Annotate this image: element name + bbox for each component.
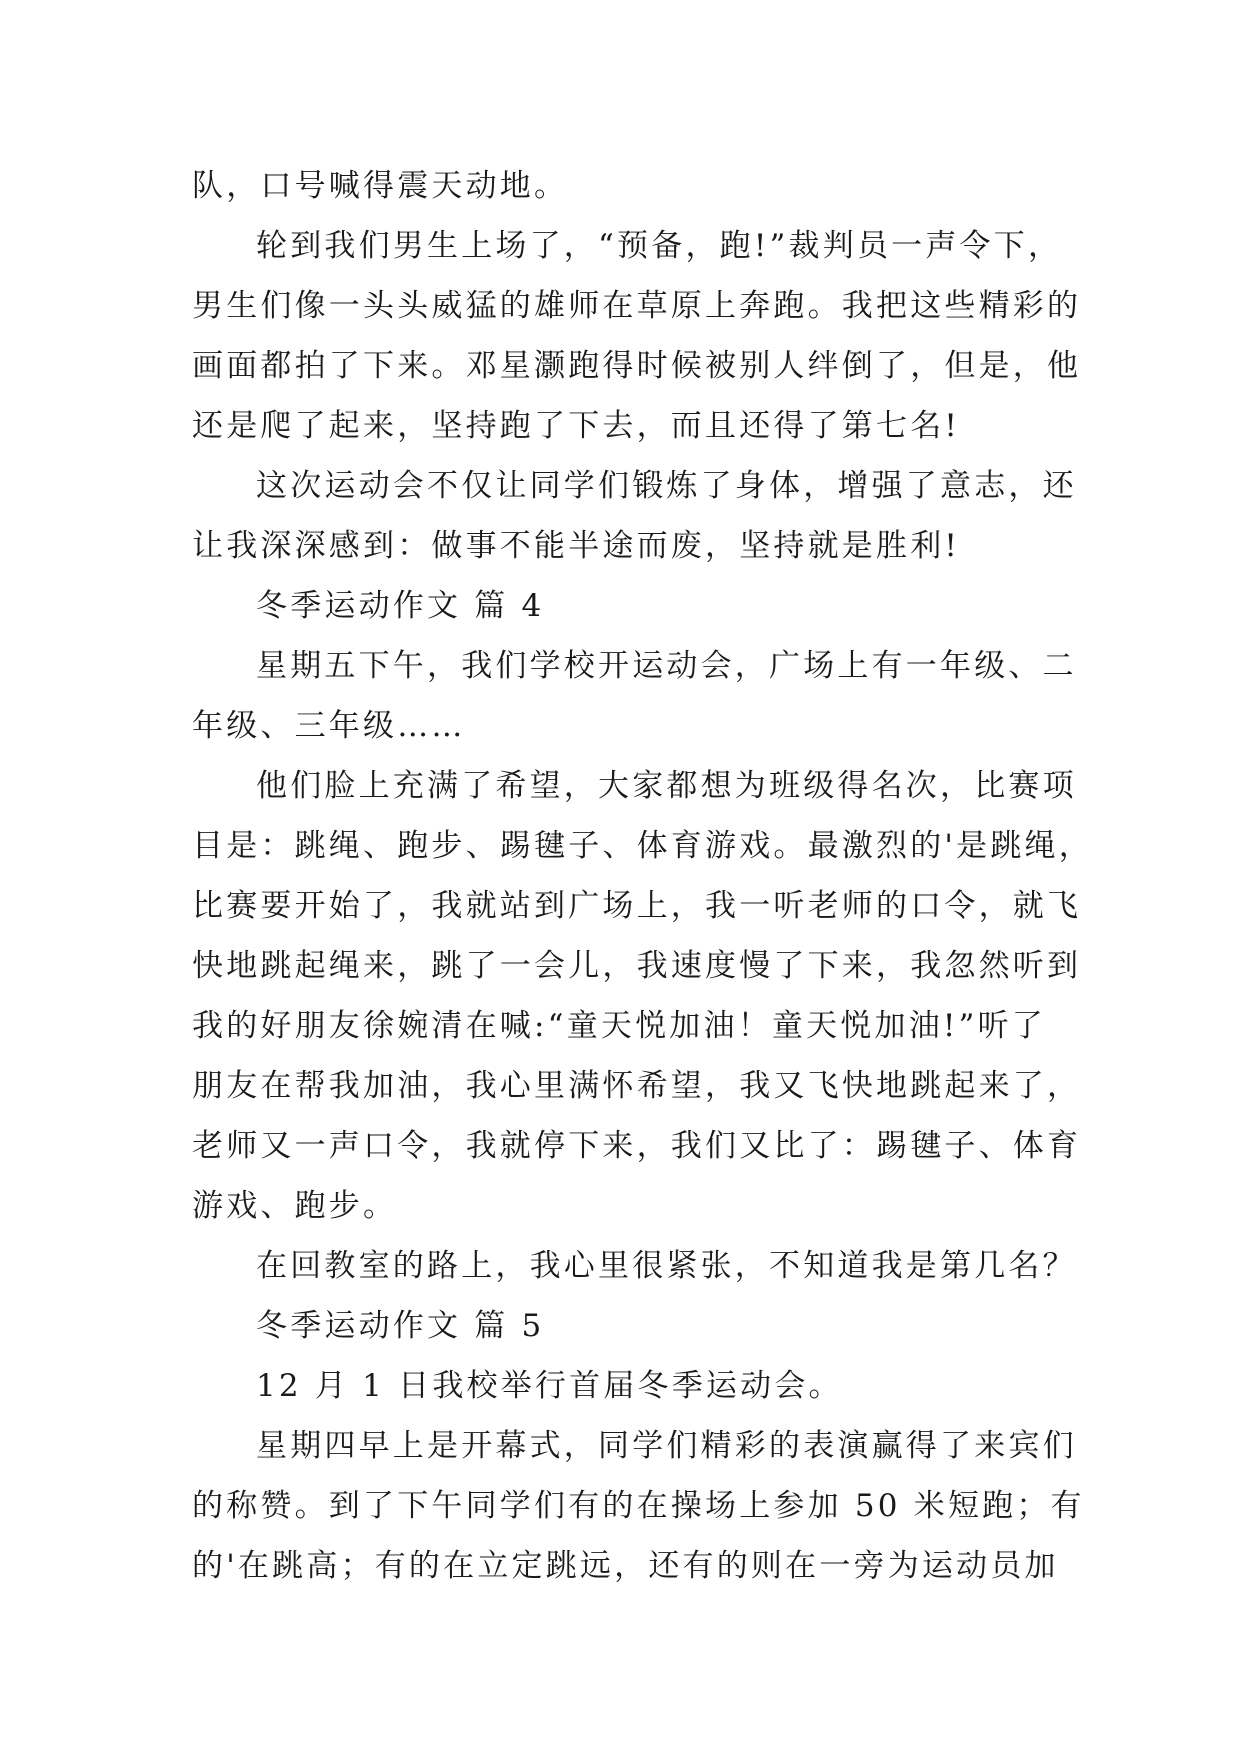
text-line: 比赛要开始了，我就站到广场上，我一听老师的口令，就飞 — [192, 888, 1082, 924]
text-line: 轮到我们男生上场了，“预备，跑!”裁判员一声令下， — [256, 228, 1063, 264]
text-line: 年级、三年级…… — [192, 708, 466, 744]
text-line: 老师又一声口令，我就停下来，我们又比了：踢毽子、体育 — [192, 1128, 1082, 1164]
text-line: 在回教室的路上，我心里很紧张，不知道我是第几名？ — [256, 1248, 1077, 1284]
section-heading: 冬季运动作文 篇 5 — [256, 1308, 545, 1344]
text-line: 的称赞。到了下午同学们有的在操场上参加 50 米短跑；有 — [192, 1488, 1085, 1524]
text-line: 目是：跳绳、跑步、踢毽子、体育游戏。最激烈的'是跳绳， — [192, 828, 1093, 864]
text-line: 画面都拍了下来。邓星灏跑得时候被别人绊倒了，但是，他 — [192, 348, 1082, 384]
text-line: 游戏、跑步。 — [192, 1188, 398, 1224]
text-line: 星期五下午，我们学校开运动会，广场上有一年级、二 — [256, 648, 1077, 684]
text-line: 我的好朋友徐婉清在喊:“童天悦加油！童天悦加油!”听了 — [192, 1008, 1046, 1044]
text-line: 还是爬了起来，坚持跑了下去，而且还得了第七名! — [192, 408, 961, 444]
text-line: 他们脸上充满了希望，大家都想为班级得名次，比赛项 — [256, 768, 1077, 804]
text-line: 队，口号喊得震天动地。 — [192, 168, 569, 204]
text-line: 男生们像一头头威猛的雄师在草原上奔跑。我把这些精彩的 — [192, 288, 1082, 324]
section-heading: 冬季运动作文 篇 4 — [256, 588, 545, 624]
text-line: 朋友在帮我加油，我心里满怀希望，我又飞快地跳起来了， — [192, 1068, 1082, 1104]
text-line: 快地跳起绳来，跳了一会儿，我速度慢了下来，我忽然听到 — [192, 948, 1082, 984]
text-line: 的'在跳高；有的在立定跳远，还有的则在一旁为运动员加 — [192, 1548, 1059, 1584]
text-line: 12 月 1 日我校举行首届冬季运动会。 — [256, 1368, 843, 1404]
text-line: 让我深深感到：做事不能半途而废，坚持就是胜利! — [192, 528, 961, 564]
text-line: 星期四早上是开幕式，同学们精彩的表演赢得了来宾们 — [256, 1428, 1077, 1464]
text-line: 这次运动会不仅让同学们锻炼了身体，增强了意志，还 — [256, 468, 1077, 504]
